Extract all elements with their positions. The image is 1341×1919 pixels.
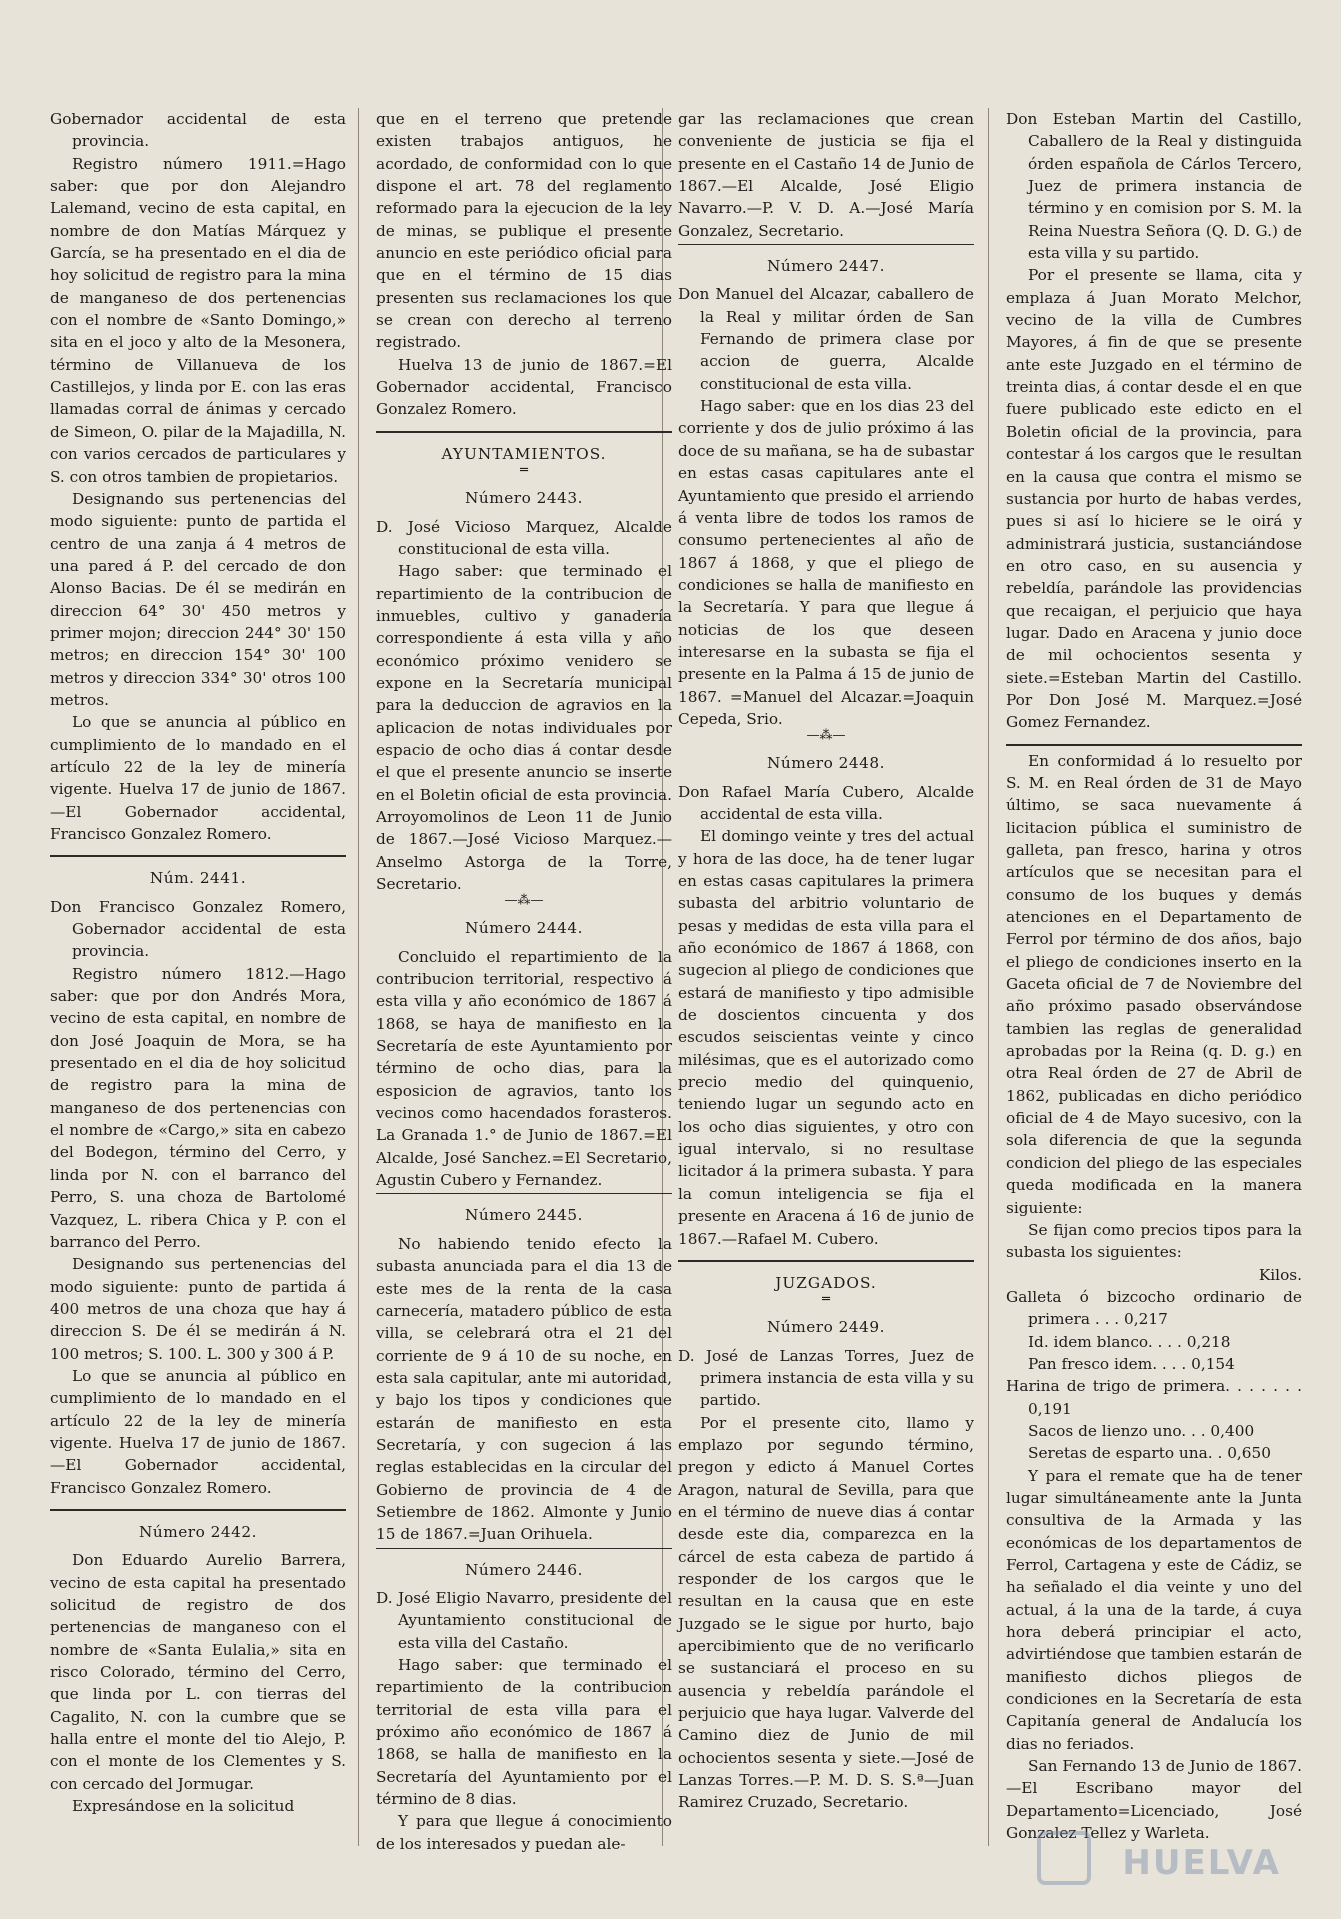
column-rule <box>358 108 359 1846</box>
paragraph: Kilos. <box>1258 1265 1302 1284</box>
notice-number: Número 2443. <box>465 489 583 508</box>
paragraph: Hago saber: que terminado el repartimiento de la contribucion de inmuebles, cultivo y ganadería correspondiente á esta villa y año económico próximo venidero se expone en la Secretaría municipal para la deduccion de agravios en la aplicacion de notas individuales por espacio de ocho dias á contar desde el que el presente anuncio se inserte en el Boletin oficial de esta provincia. Arroyomolinos de Leon 11 de Junio de 1867.—José Vicioso Marquez.—Anselmo Astorga de la Torre, Secretario. <box>376 562 672 893</box>
paragraph: que en el terreno que pretende existen trabajos antiguos, he acordado, de conformidad con lo que dispone el art. 78 del reglamento reformado para la ejecucion de la ley de minas, se publique el presente anuncio en este periódico oficial para que en el término de 15 dias presenten sus reclamaciones los que se crean con derecho al terreno registrado. <box>376 110 672 352</box>
column-rule <box>988 108 989 1846</box>
paragraph: Don Esteban Martin del Castillo, Caballero de la Real y distinguida órden española de Cárlos Tercero, Juez de primera instancia de término y en comision por S. M. la Reina Nuestra Señora (Q. D. G.) de esta villa y su partido. <box>1006 110 1302 263</box>
paragraph: Don Francisco Gonzalez Romero, Gobernador accidental de esta provincia. <box>50 897 346 961</box>
paragraph: El domingo veinte y tres del actual y hora de las doce, ha de tener lugar en estas casas capitulares la primera subasta del arbitrio voluntario de pesas y medidas de esta villa para el año económico de 1867 á 1868, con sugecion al pliego de condiciones que estará de manifiesto y tipo admisible de doscientos cincuenta y dos escudos seiscientas veinte y cinco milésimas, que es el autorizado como precio medio del quinquenio, teniendo lugar un segundo acto en los ocho dias siguientes, y otro con igual intervalo, si no resultase licitador á la primera subasta. Y para la comun inteligencia se fija el presente en Aracena á 16 de junio de 1867.—Rafael M. Cubero. <box>678 827 974 1248</box>
paragraph: Harina de trigo de primera. . . . . . . 0,191 <box>1006 1377 1302 1418</box>
paragraph: Concluido el repartimiento de la contribucion territorial, respectivo á esta villa y año económico de 1867 á 1868, se haya de manifiesto en la Secretaría de este Ayuntamiento por término de ocho dias, para la esposicion de agravios, tanto los vecinos como hacendados forasteros. La Granada 1.° de Junio de 1867.=El Alcalde, José Sanchez.=El Secretario, Agustin Cubero y Fernandez. <box>376 947 672 1190</box>
paragraph: Designando sus pertenencias del modo siguiente: punto de partida á 400 metros de una choza que hay á direccion S. De él se medirán á N. 100 metros; S. 100. L. 300 y 300 á P. <box>50 1255 346 1363</box>
divider <box>678 244 974 245</box>
paragraph: Galleta ó bizcocho ordinario de primera . . . 0,217 <box>1006 1287 1302 1329</box>
paragraph: Don Rafael María Cubero, Alcalde accidental de esta villa. <box>678 782 974 823</box>
section-heading: JUZGADOS. <box>775 1273 877 1292</box>
watermark-text: HUELVA <box>1122 1843 1281 1883</box>
paragraph: Y para el remate que ha de tener lugar simultáneamente ante la Junta consultiva de la Armada y las económicas de los departamentos de Ferrol, Cartagena y este de Cádiz, se ha señalado el dia veinte y uno del actual, á la una de la tarde, á cuya hora deberá principiar el acto, advirtiéndose que tambien estarán de manifiesto dichos pliegos de condiciones en la Secretaría de esta Capitanía general de Andalucía los dias no feriados. <box>1006 1466 1302 1753</box>
notice-number: Número 2449. <box>767 1318 885 1337</box>
paragraph: gar las reclamaciones que crean conveniente de justicia se fija el presente en el Castaño 14 de Junio de 1867.—El Alcalde, José Eligio Navarro.—P. V. D. A.—José María Gonzalez, Secretario. <box>678 110 974 240</box>
paragraph: D. José de Lanzas Torres, Juez de primera instancia de esta villa y su partido. <box>678 1346 974 1410</box>
paragraph: Id. idem blanco. . . . 0,218 <box>1028 1332 1231 1351</box>
divider <box>50 855 346 857</box>
paragraph: Seretas de esparto una. . 0,650 <box>1028 1444 1271 1463</box>
paragraph: Lo que se anuncia al público en cumplimiento de lo mandado en el artículo 22 de la ley de minería vigente. Huelva 17 de junio de 1867.—El Gobernador accidental, Francisco Gonzalez Romero. <box>50 1366 346 1497</box>
divider <box>376 1548 672 1549</box>
paragraph: D. José Vicioso Marquez, Alcalde constitucional de esta villa. <box>376 517 672 558</box>
column-3 <box>678 108 974 1814</box>
paragraph: Don Eduardo Aurelio Barrera, vecino de esta capital ha presentado solicitud de registro de dos pertenencias de manganeso con el nombre de «Santa Eulalia,» sita en risco Colorado, término del Cerro, que linda por L. con tierras del Cagalito, N. con la cumbre que se halla entre el monte del tio Alejo, P. con el monte de los Clementes y S. con cercado del Jormugar. <box>50 1551 346 1793</box>
divider <box>50 1509 346 1511</box>
paragraph: No habiendo tenido efecto la subasta anunciada para el dia 13 de este mes de la renta de la casa carnecería, matadero público de esta villa, se celebrará otra el 21 del corriente de 9 á 10 de su noche, en esta sala capitular, ante mi autoridad, y bajo los tipos y condiciones que estarán de manifiesto en esta Secretaría, y con sugecion á las reglas establecidas en la circular del Gobierno de provincia de 4 de Setiembre de 1862. Almonte y Junio 15 de 1867.=Juan Orihuela. <box>376 1234 672 1544</box>
section-heading: AYUNTAMIENTOS. <box>441 444 607 463</box>
paragraph: Registro número 1911.=Hago saber: que por don Alejandro Lalemand, vecino de esta capital, en nombre de don Matías Márquez y García, se ha presentado en el dia de hoy solicitud de registro para la mina de manganeso de dos pertenencias con el nombre de «Santo Domingo,» sita en el joco y alto de la Mesonera, término de Villanueva de los Castillejos, y linda por E. con las eras llamadas corral de ánimas y cercado de Simeon, O. pilar de la Majadilla, N. con varios cercados de particulares y S. con otros tambien de propietarios. <box>50 154 346 486</box>
paragraph: Pan fresco idem. . . . 0,154 <box>1028 1354 1235 1373</box>
paragraph: Por el presente se llama, cita y emplaza á Juan Morato Melchor, vecino de la villa de Cumbres Mayores, á fin de que se presente ante este Juzgado en el término de treinta dias, á contar desde el en que fuere publicado este edicto en el Boletin oficial de la provincia, para contestar á los cargos que le resultan en la causa que contra el mismo se sustancia por hurto de habas verdes, pues si así lo hiciere se le oirá y administrará justicia, sustanciándose en otro caso, en su ausencia y rebeldía, parándole las providencias que recaigan, el perjuicio que haya lugar. Dado en Aracena y junio doce de mil ochocientos sesenta y siete.=Esteban Martin del Castillo. Por Don José M. Marquez.=José Gomez Fernandez. <box>1006 266 1302 732</box>
paragraph: Registro número 1812.—Hago saber: que por don Andrés Mora, vecino de esta capital, en nombre de don José Joaquin de Mora, se ha presentado en el dia de hoy solicitud de registro para la mina de manganeso de dos pertenencias con el nombre de «Cargo,» sita en cabezo del Bodegon, término del Cerro, y linda por N. con el barranco del Perro, S. una choza de Bartolomé Vazquez, L. ribera Chica y P. con el barranco del Perro. <box>50 964 346 1251</box>
paragraph: Huelva 13 de junio de 1867.=El Gobernador accidental, Francisco Gonzalez Romero. <box>376 355 672 419</box>
paragraph: —⁂— <box>806 728 846 744</box>
paragraph: San Fernando 13 de Junio de 1867.—El Escribano mayor del Departamento=Licenciado, José Gonzalez Tellez y Warleta. <box>1006 1757 1302 1843</box>
paragraph: Y para que llegue á conocimiento de los interesados y puedan ale- <box>376 1812 672 1853</box>
notice-number: Número 2442. <box>139 1522 257 1541</box>
watermark-logo-icon <box>1037 1831 1091 1885</box>
notice-number: Número 2444. <box>465 919 583 938</box>
paragraph: Expresándose en la solicitud <box>72 1797 295 1816</box>
notice-number: Número 2448. <box>767 754 885 773</box>
paragraph: Por el presente cito, llamo y emplazo por segundo término, pregon y edicto á Manuel Cortes Aragon, natural de Sevilla, para que en el término de nueve dias á contar desde este dia, comparezca en la cárcel de esta cabeza de partido á responder de los cargos que le resultan en la causa que en este Juzgado se le sigue por hurto, bajo apercibimiento que de no verificarlo se sustanciará el proceso en su ausencia y rebeldía parándole el perjuicio que haya lugar. Valverde del Camino diez de Junio de mil ochocientos sesenta y siete.—José de Lanzas Torres.—P. M. D. S. S.ª—Juan Ramirez Cruzado, Secretario. <box>678 1413 974 1812</box>
notice-number: Número 2446. <box>465 1560 583 1579</box>
paragraph: ═ <box>822 1292 830 1308</box>
divider <box>1006 744 1302 746</box>
column-1 <box>50 108 346 1817</box>
paragraph: D. José Eligio Navarro, presidente del Ayuntamiento constitucional de esta villa del Castaño. <box>376 1588 672 1652</box>
column-2 <box>376 108 672 1855</box>
divider <box>376 431 672 433</box>
paragraph: —⁂— <box>504 893 544 909</box>
paragraph: Designando sus pertenencias del modo siguiente: punto de partida el centro de una zanja á 4 metros de una pared á P. del cercado de don Alonso Bacias. De él se medirán en direccion 64° 30' 450 metros y primer mojon; direccion 244° 30' 150 metros; en direccion 154° 30' 100 metros y direccion 334° 30' otros 100 metros. <box>50 489 346 709</box>
paragraph: Se fijan como precios tipos para la subasta los siguientes: <box>1006 1220 1302 1262</box>
paragraph: Don Manuel del Alcazar, caballero de la Real y militar órden de San Fernando de primera clase por accion de guerra, Alcalde constitucional de esta villa. <box>678 285 974 393</box>
notice-number: Número 2445. <box>465 1206 583 1225</box>
divider <box>376 1193 672 1194</box>
paragraph: ═ <box>520 463 528 479</box>
paragraph: Hago saber: que terminado el repartimiento de la contribucion territorial de esta villa para el próximo año económico de 1867 á 1868, se halla de manifiesto en la Secretaría del Ayuntamiento por el término de 8 dias. <box>376 1656 672 1809</box>
notice-number: Número 2447. <box>767 257 885 276</box>
notice-number: Núm. 2441. <box>149 869 247 888</box>
column-4 <box>1006 108 1302 1844</box>
divider <box>678 1260 974 1262</box>
paragraph: En conformidad á lo resuelto por S. M. en Real órden de 31 de Mayo último, se saca nuevamente á licitacion pública el suministro de galleta, pan fresco, harina y otros artículos que se necesitan para el consumo de los buques y demás atenciones en el Departamento de Ferrol por término de dos años, bajo el pliego de condiciones inserto en la Gaceta oficial de 7 de Noviembre del año próximo pasado observándose tambien las reglas de generalidad aprobadas por la Reina (q. D. g.) en otra Real órden de 27 de Abril de 1862, publicadas en dicho periódico oficial de 4 de Mayo sucesivo, con la sola diferencia de que la segunda condicion del pliego de las especiales queda modificada en la manera siguiente: <box>1006 751 1302 1217</box>
paragraph: Hago saber: que en los dias 23 del corriente y dos de julio próximo á las doce de su mañana, se ha de subastar en estas casas capitulares ante el Ayuntamiento que presido el arriendo á venta libre de todos los ramos de consumo pertenecientes al año de 1867 á 1868, y que el pliego de condiciones se halla de manifiesto en la Secretaría. Y para que llegue á noticias de los que deseen interesarse en la subasta se fija el presente en la Palma á 15 de junio de 1867. =Manuel del Alcazar.=Joaquin Cepeda, Srio. <box>678 397 974 728</box>
paragraph: Lo que se anuncia al público en cumplimiento de lo mandado en el artículo 22 de la ley de minería vigente. Huelva 17 de junio de 1867.—El Gobernador accidental, Francisco Gonzalez Romero. <box>50 713 346 843</box>
paragraph: Gobernador accidental de esta provincia. <box>50 110 346 151</box>
paragraph: Sacos de lienzo uno. . . 0,400 <box>1028 1421 1255 1440</box>
